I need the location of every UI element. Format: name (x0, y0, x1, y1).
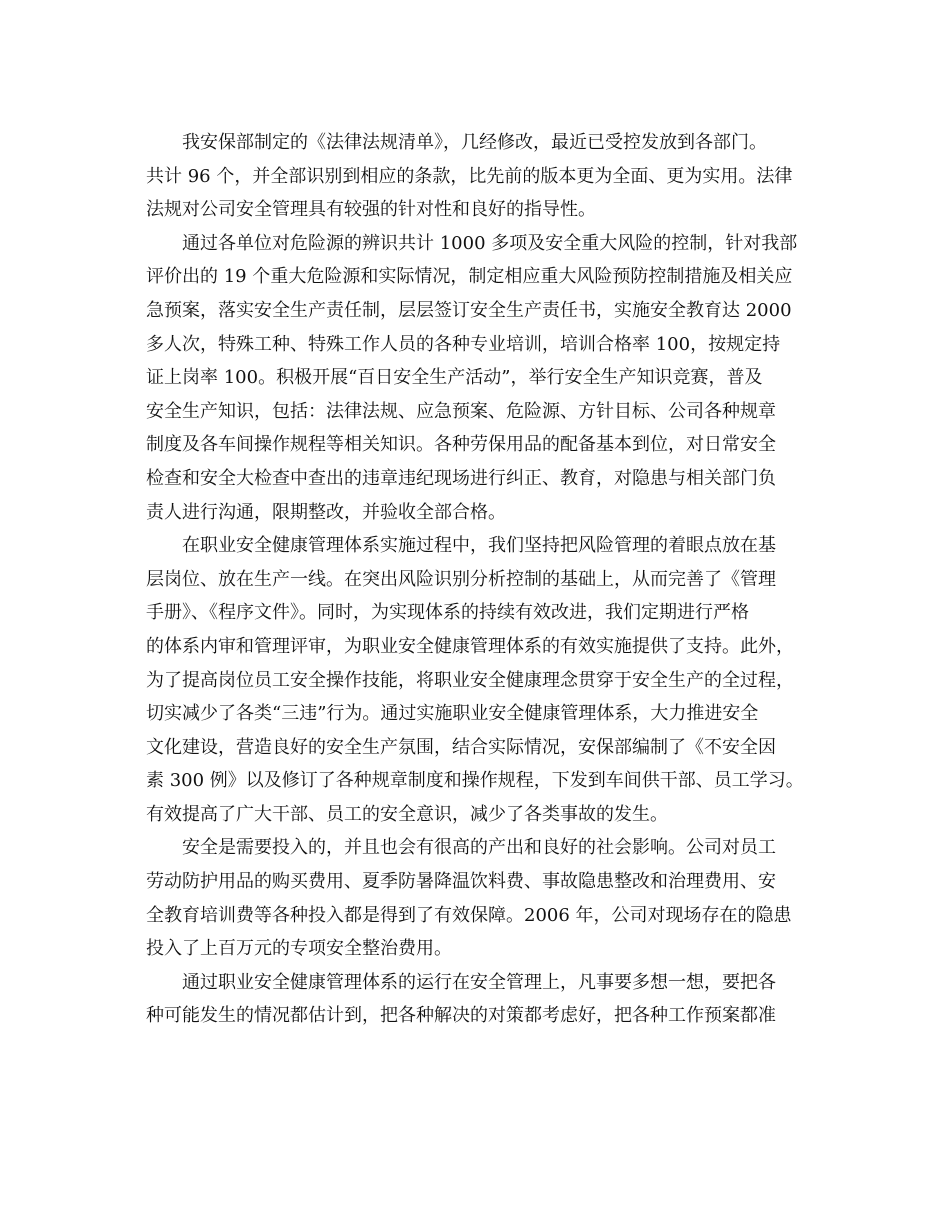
text-line: 我安保部制定的《法律法规清单》，几经修改，最近已受控发放到各部门。 (146, 132, 767, 153)
text-line: 评价出的 19 个重大危险源和实际情况，制定相应重大风险预防控制措施及相关应 (146, 266, 793, 288)
text-line: 层岗位、放在生产一线。在突出风险识别分析控制的基础上，从而完善了《管理 (146, 568, 776, 590)
text-line: 法规对公司安全管理具有较强的针对性和良好的指导性。 (146, 199, 596, 221)
text-line: 多人次，特殊工种、特殊工作人员的各种专业培训，培训合格率 100，按规定持 (146, 333, 781, 355)
text-line: 为了提高岗位员工安全操作技能，将职业安全健康理念贯穿于安全生产的全过程， (146, 669, 794, 691)
text-line: 通过各单位对危险源的辨识共计 1000 多项及安全重大风险的控制，针对我部 (146, 232, 798, 254)
text-line: 安全生产知识，包括：法律法规、应急预案、危险源、方针目标、公司各种规章 (146, 400, 776, 422)
text-line: 手册》、《程序文件》。同时，为实现体系的持续有效改进，我们定期进行严格 (146, 602, 749, 624)
text-line: 投入了上百万元的专项安全整治费用。 (146, 938, 452, 960)
text-line: 素 300 例》以及修订了各种规章制度和操作规程，下发到车间供干部、员工学习。 (146, 770, 804, 792)
text-line: 全教育培训费等各种投入都是得到了有效保障。2006 年，公司对现场存在的隐患 (146, 904, 792, 926)
text-line: 急预案，落实安全生产责任制，层层签订安全生产责任书，实施安全教育达 2000 (146, 299, 792, 321)
text-line: 制度及各车间操作规程等相关知识。各种劳保用品的配备基本到位，对日常安全 (146, 434, 776, 456)
text-line: 检查和安全大检查中查出的违章违纪现场进行纠正、教育，对隐患与相关部门负 (146, 467, 776, 489)
text-line: 通过职业安全健康管理体系的运行在安全管理上，凡事要多想一想，要把各 (146, 971, 776, 993)
text-line: 责人进行沟通，限期整改，并验收全部合格。 (146, 501, 506, 523)
text-line: 劳动防护用品的购买费用、夏季防暑降温饮料费、事故隐患整改和治理费用、安 (146, 871, 776, 893)
text-line: 在职业安全健康管理体系实施过程中，我们坚持把风险管理的着眼点放在基 (146, 535, 776, 557)
body-text (146, 126, 811, 1033)
text-line: 种可能发生的情况都估计到，把各种解决的对策都考虑好，把各种工作预案都准 (146, 1005, 776, 1027)
text-line: 文化建设，营造良好的安全生产氛围，结合实际情况，安保部编制了《不安全因 (146, 736, 776, 758)
text-line: 有效提高了广大干部、员工的安全意识，减少了各类事故的发生。 (146, 803, 668, 825)
text-line: 安全是需要投入的，并且也会有很高的产出和良好的社会影响。公司对员工 (146, 837, 776, 859)
text-line: 切实减少了各类“三违”行为。通过实施职业安全健康管理体系，大力推进安全 (146, 703, 759, 725)
text-line: 的体系内审和管理评审，为职业安全健康管理体系的有效实施提供了支持。此外， (146, 635, 794, 657)
text-line: 证上岗率 100。积极开展“百日安全生产活动”，举行安全生产知识竞赛，普及 (146, 367, 763, 389)
text-line: 共计 96 个，并全部识别到相应的条款，比先前的版本更为全面、更为实用。法律 (146, 165, 793, 187)
